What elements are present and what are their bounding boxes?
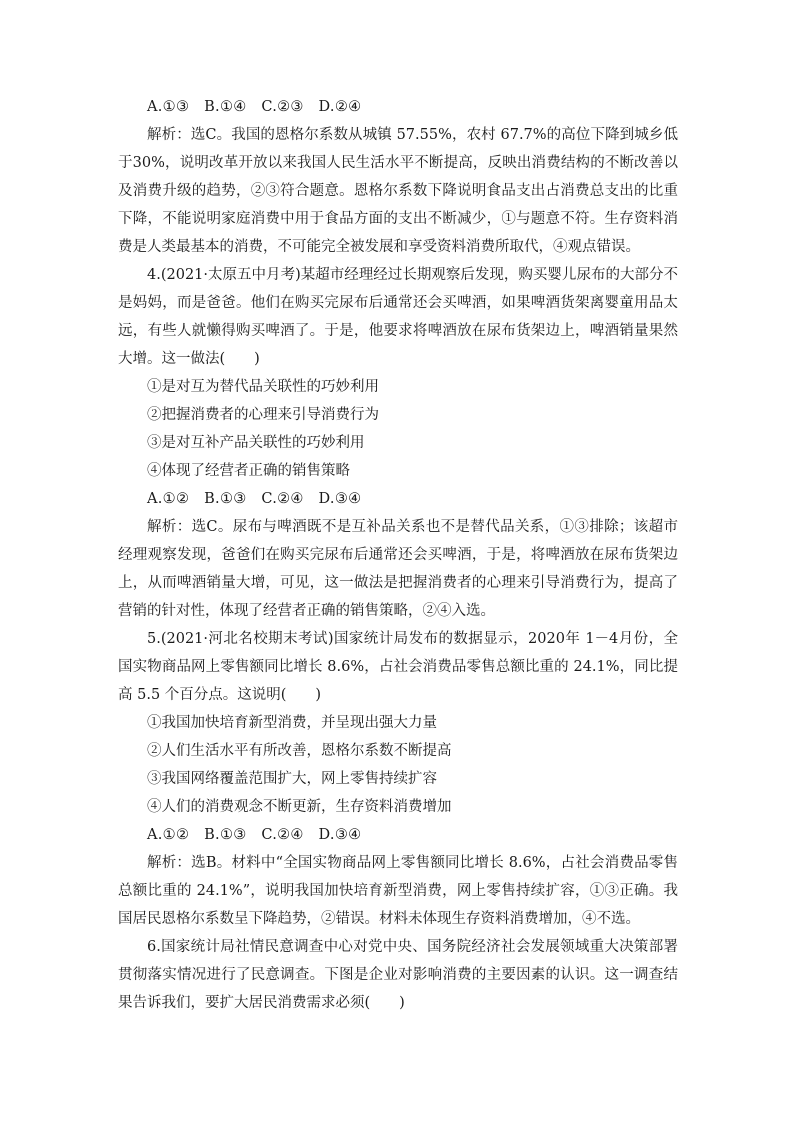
q5-option-1: ①我国加快培育新型消费，并呈现出强大力量: [147, 715, 437, 731]
q3-choices: A.①③ B.①④ C.②③ D.②④: [147, 99, 362, 115]
q3-analysis: 解析：选C。我国的恩格尔系数从城镇 57.55%，农村 67.7%的高位下降到城乡低于30%，说明改革开放以来我国人民生活水平不断提高，反映出消费结构的不断改善以及消费升级的趋势，②③符合题意。恩格尔系数下降说明食品支出占消费总支出的比重下降，不能说明家庭消费中用于食品方面的支出不断减少，①与题意不符。生存资料消费是人类最基本的消费，不可能完全被发展和享受资料消费所取代，④观点错误。: [118, 127, 678, 255]
question-content: [118, 93, 678, 1017]
q5-stem: 5.(2021·河北名校期末考试)国家统计局发布的数据显示，2020年 1－4月份，全国实物商品网上零售额同比增长 8.6%，占社会消费品零售总额比重的 24.1%，同比提高 5.5 个百分点。这说明( ): [118, 631, 678, 703]
q4-choices: A.①② B.①③ C.②④ D.③④: [147, 491, 362, 507]
q5-option-3: ③我国网络覆盖范围扩大，网上零售持续扩容: [147, 771, 437, 787]
q5-choices: A.①② B.①③ C.②④ D.③④: [147, 827, 362, 843]
q6-stem: 6.国家统计局社情民意调查中心对党中央、国务院经济社会发展领域重大决策部署贯彻落实情况进行了民意调查。下图是企业对影响消费的主要因素的认识。这一调查结果告诉我们，要扩大居民消费需求必须( ): [118, 939, 678, 1011]
q4-option-4: ④体现了经营者正确的销售策略: [147, 463, 350, 479]
q4-option-3: ③是对互补产品关联性的巧妙利用: [147, 435, 365, 451]
q5-option-2: ②人们生活水平有所改善，恩格尔系数不断提高: [147, 743, 452, 759]
q5-analysis: 解析：选B。材料中“全国实物商品网上零售额同比增长 8.6%，占社会消费品零售总额比重的 24.1%”，说明我国加快培育新型消费，网上零售持续扩容，①③正确。我国居民恩格尔系数呈下降趋势，②错误。材料未体现生存资料消费增加，④不选。: [118, 855, 678, 927]
q4-analysis: 解析：选C。尿布与啤酒既不是互补品关系也不是替代品关系，①③排除；该超市经理观察发现，爸爸们在购买完尿布后通常还会买啤酒，于是，将啤酒放在尿布货架边上，从而啤酒销量大增，可见，这一做法是把握消费者的心理来引导消费行为，提高了营销的针对性，体现了经营者正确的销售策略，②④入选。: [118, 519, 678, 619]
q4-option-2: ②把握消费者的心理来引导消费行为: [147, 407, 379, 423]
q4-option-1: ①是对互为替代品关联性的巧妙利用: [147, 379, 379, 395]
q5-option-4: ④人们的消费观念不断更新，生存资料消费增加: [147, 799, 452, 815]
q4-stem: 4.(2021·太原五中月考)某超市经理经过长期观察后发现，购买婴儿尿布的大部分不是妈妈，而是爸爸。他们在购买完尿布后通常还会买啤酒，如果啤酒货架离婴童用品太远，有些人就懒得购买啤酒了。于是，他要求将啤酒放在尿布货架边上，啤酒销量果然大增。这一做法( ): [118, 267, 678, 367]
